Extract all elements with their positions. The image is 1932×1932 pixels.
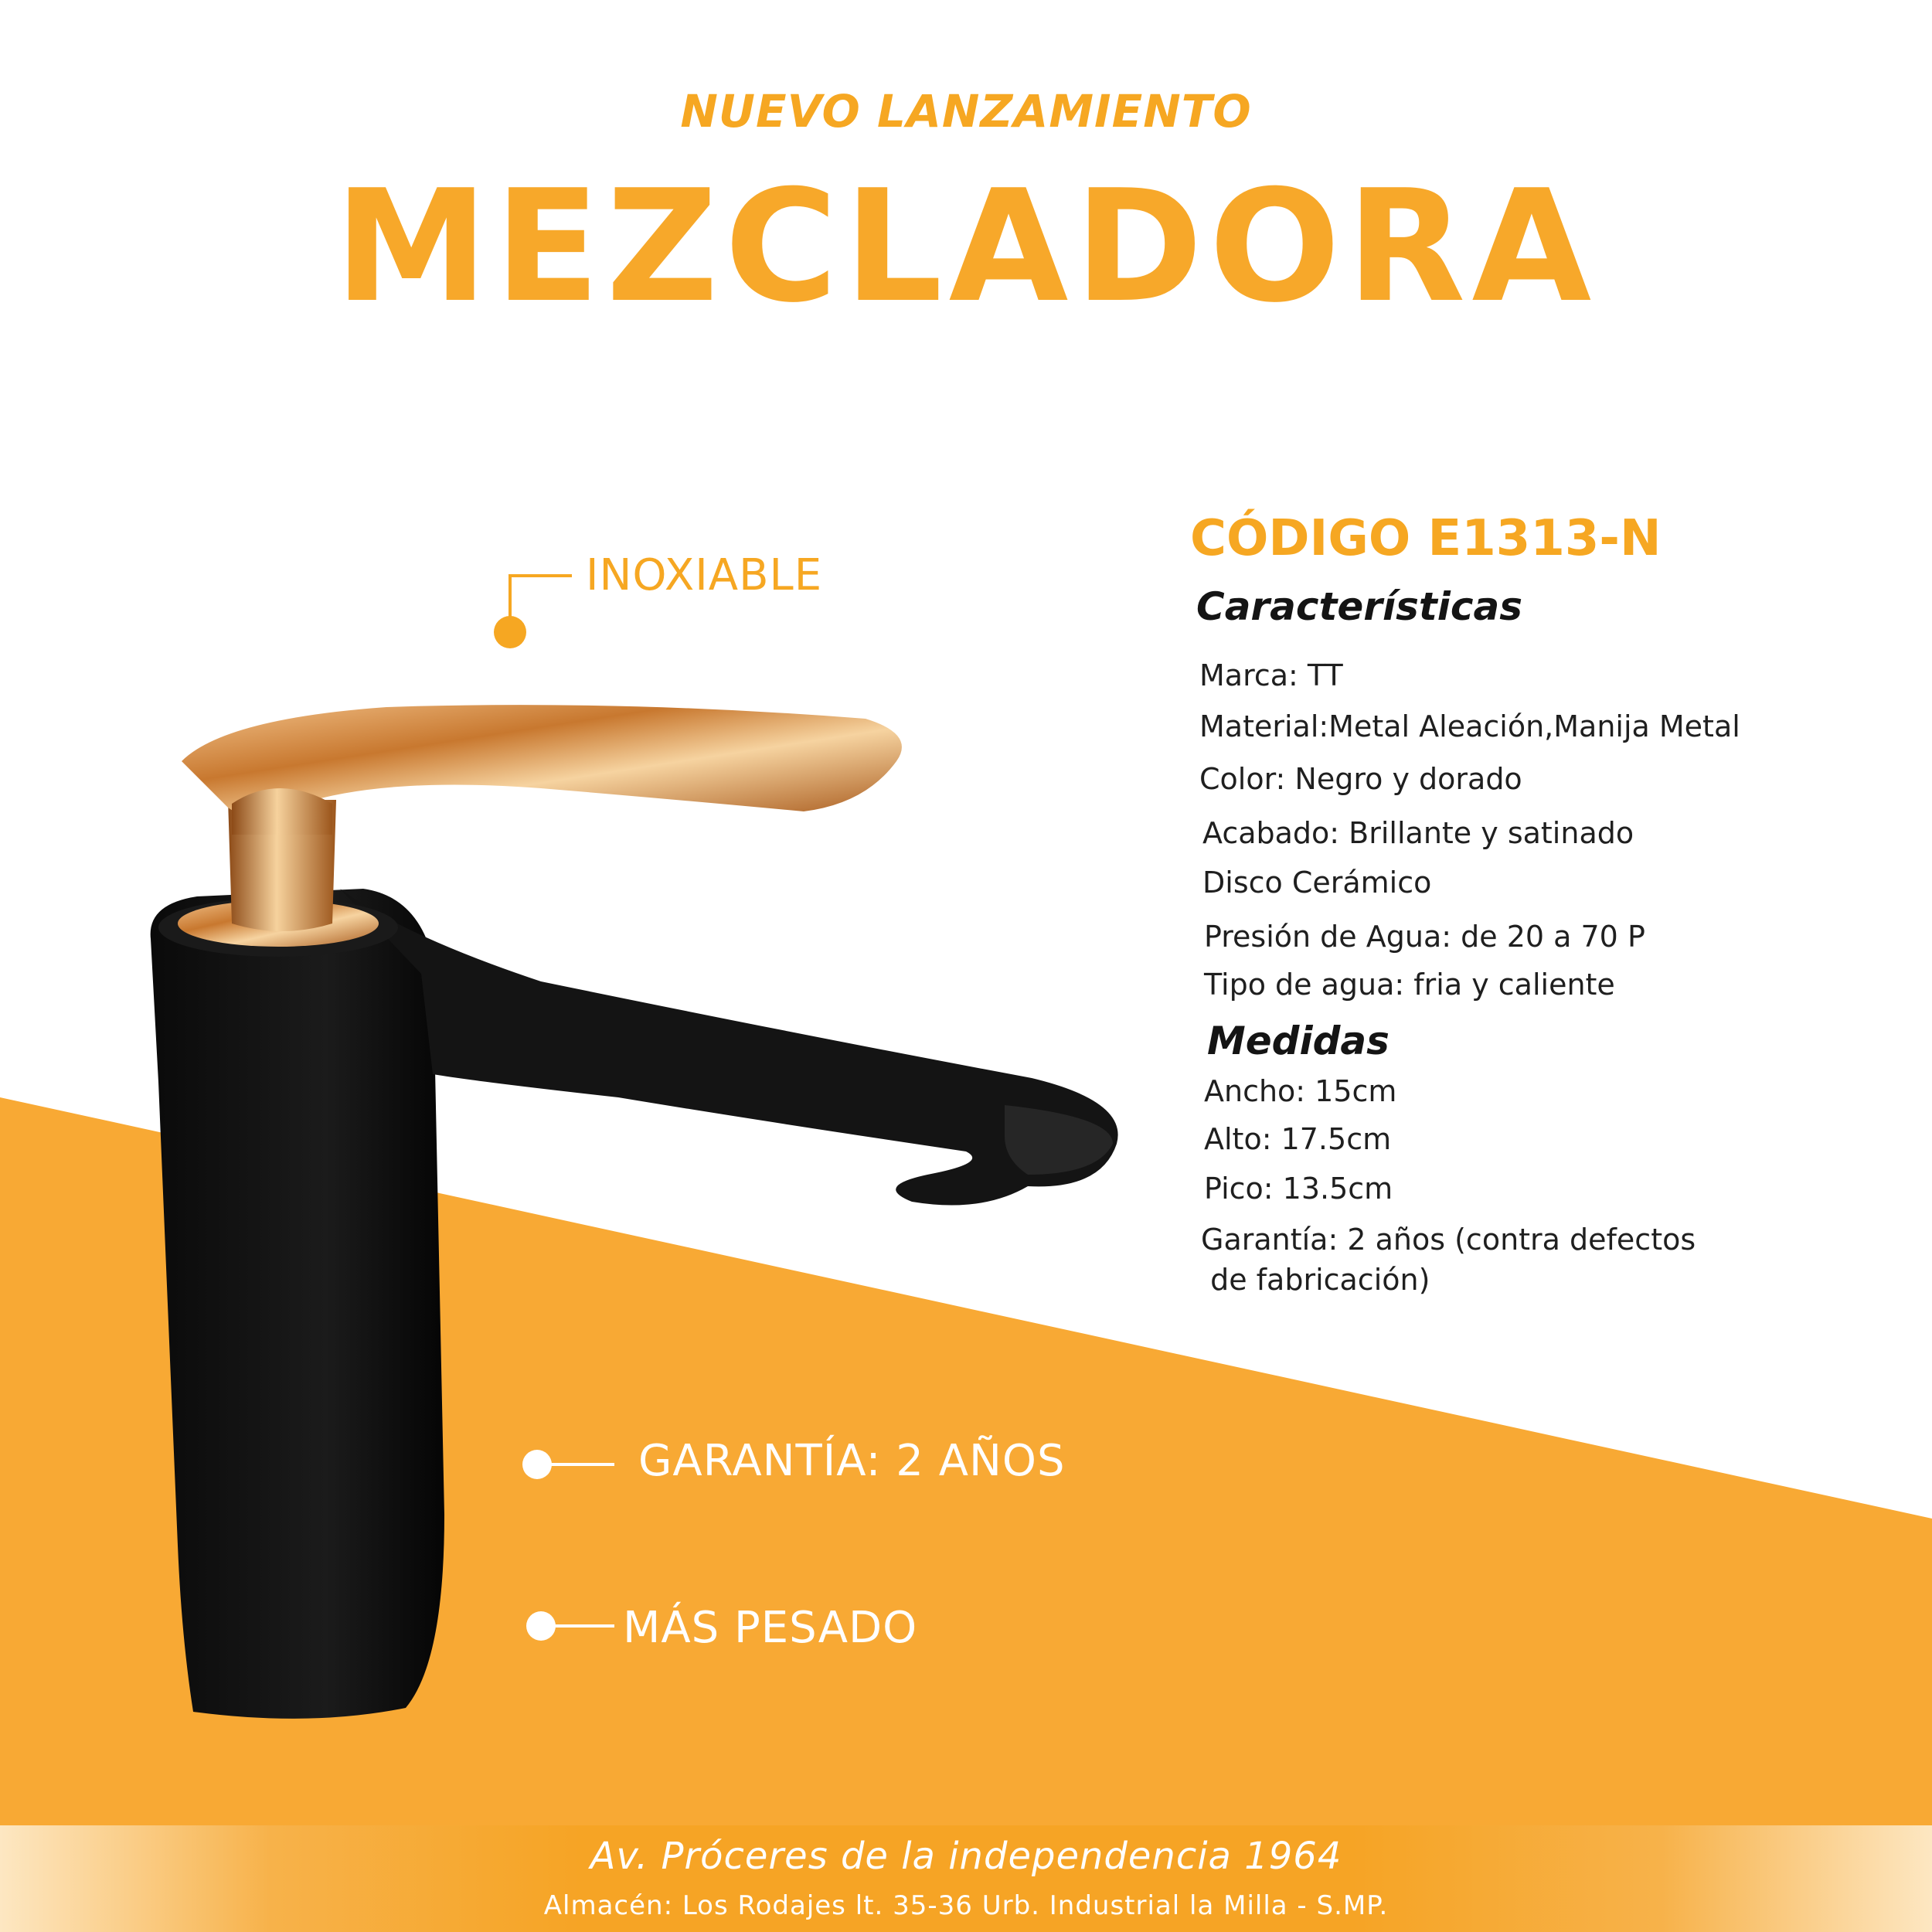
footer-address: Av. Próceres de la independencia 1964 [590, 1835, 1342, 1878]
callout-inoxiable: INOXIABLE [586, 550, 823, 600]
spec-line: Presión de Agua: de 20 a 70 P [1204, 920, 1645, 954]
spec-line: Tipo de agua: fria y caliente [1204, 968, 1615, 1002]
kicker-label: NUEVO LANZAMIENTO [680, 85, 1252, 138]
measure-line: Pico: 13.5cm [1204, 1172, 1393, 1206]
callout-weight: MÁS PESADO [623, 1603, 918, 1653]
spec-line: Color: Negro y dorado [1199, 762, 1522, 796]
callout-top-connector [494, 576, 572, 648]
footer-warehouse: Almacén: Los Rodajes lt. 35-36 Urb. Industrial la Milla - S.MP. [543, 1890, 1389, 1921]
spec-line: Acabado: Brillante y satinado [1202, 816, 1634, 850]
spec-line: Marca: TT [1199, 658, 1343, 692]
callout-warranty-connector [522, 1450, 614, 1479]
spec-line: Disco Cerámico [1202, 866, 1432, 900]
measures-heading: Medidas [1207, 1019, 1389, 1063]
measure-line: Alto: 17.5cm [1204, 1122, 1392, 1156]
characteristics-heading: Características [1196, 584, 1523, 629]
spec-line: Material:Metal Aleación,Manija Metal [1199, 709, 1740, 743]
measure-line: Garantía: 2 años (contra defectos [1201, 1223, 1696, 1257]
measure-line: Ancho: 15cm [1204, 1074, 1397, 1108]
callout-weight-connector [526, 1611, 614, 1641]
callout-warranty: GARANTÍA: 2 AÑOS [638, 1436, 1066, 1486]
measure-line: de fabricación) [1201, 1263, 1430, 1297]
page-title: MEZCLADORA [334, 157, 1598, 337]
product-code: CÓDIGO E1313-N [1190, 510, 1662, 567]
